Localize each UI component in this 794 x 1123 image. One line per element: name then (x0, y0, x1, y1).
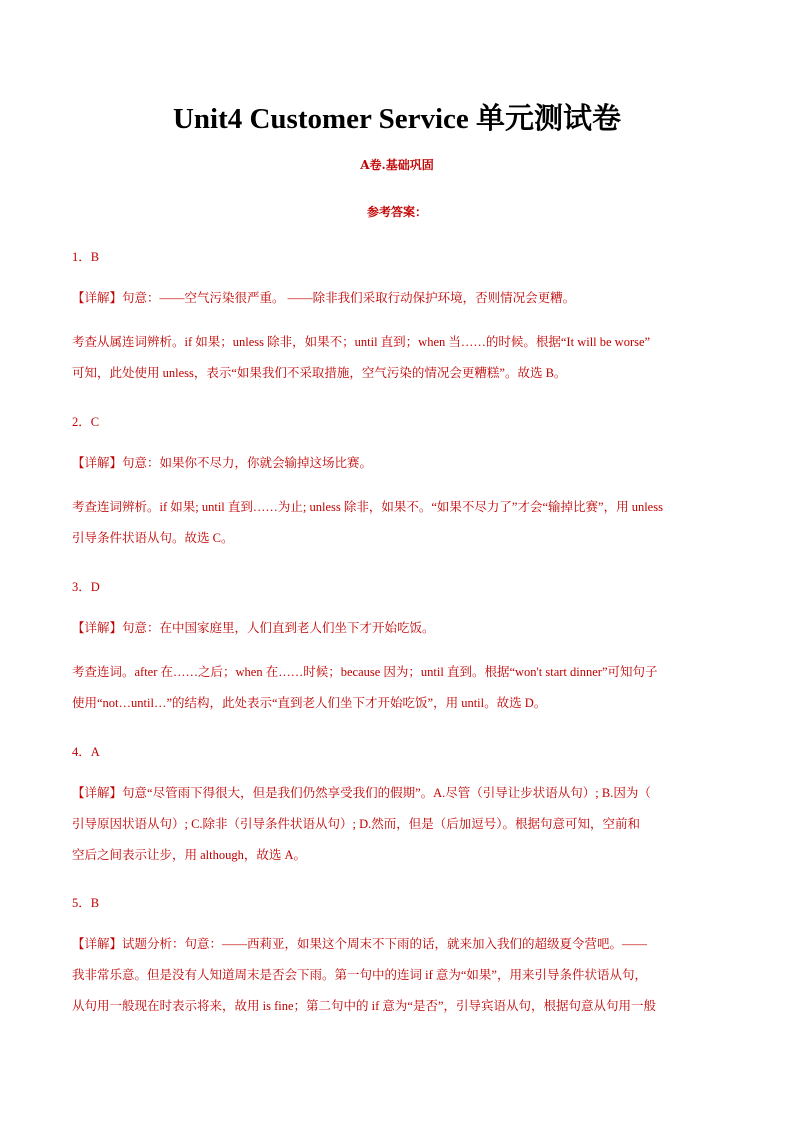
answer-detail (72, 448, 724, 479)
explanation-line: 我非常乐意。但是没有人知道周末是否会下雨。第一句中的连词 if 意为“如果”，用来引导条件状语从句， (72, 968, 647, 982)
detail-text: 试题分析：句意：——西莉亚，如果这个周末不下雨的话，就来加入我们的超级夏令营吧。—— (122, 937, 648, 951)
answer-detail (72, 283, 724, 314)
explanation-line: 考查从属连词辨析。if 如果；unless 除非，如果不；until 直到；when 当……的时候。根据“It will be worse” (72, 335, 651, 349)
detail-text: 句意：如果你不尽力，你就会输掉这场比赛。 (122, 456, 373, 470)
detail-text: 句意：——空气污染很严重。 ——除非我们采取行动保护环境，否则情况会更糟。 (122, 291, 576, 305)
detail-tag: 【详解】 (72, 456, 123, 470)
detail-text: 句意：在中国家庭里，人们直到老人们坐下才开始吃饭。 (122, 621, 435, 635)
detail-text: 句意“尽管雨下得很大，但是我们仍然享受我们的假期”。A.尽管（引导让步状语从句）; B.因为（ (122, 786, 651, 800)
explanation-line: 从句用一般现在时表示将来，故用 is fine；第二句中的 if 意为“是否”，引导宾语从句，根据句意从句用一般 (72, 999, 657, 1013)
explanation-line: 使用“not…until…”的结构，此处表示“直到老人们坐下才开始吃饭”，用 until。故选 D。 (72, 696, 547, 710)
explanation-line: 可知，此处使用 unless，表示“如果我们不采取措施，空气污染的情况会更糟糕”。故选 B。 (72, 366, 567, 380)
answer-detail (72, 613, 724, 644)
detail-tag: 【详解】 (72, 786, 123, 800)
explanation-line: 考查连词。after 在……之后；when 在……时候；because 因为；until 直到。根据“won't start dinner”可知句子 (72, 665, 658, 679)
answer-number: 5．B (72, 896, 100, 910)
answer-number: 2．C (72, 415, 100, 429)
detail-tag: 【详解】 (72, 291, 123, 305)
answer-number: 1．B (72, 250, 100, 264)
explanation-line: 引导条件状语从句。故选 C。 (72, 531, 234, 545)
answer-detail (72, 778, 724, 809)
explanation-line: 引导原因状语从句）; C.除非（引导条件状语从句）; D.然而，但是（后加逗号）。根据句意可知，空前和 (72, 817, 641, 831)
explanation-line: 考查连词辨析。if 如果; until 直到……为止; unless 除非，如果不。“如果不尽力了”才会“输掉比赛”，用 unless (72, 500, 663, 514)
answer-number: 3．D (72, 580, 100, 594)
answer-detail (72, 929, 724, 960)
page-title: Unit4 Customer Service 单元测试卷 (172, 103, 622, 135)
answer-number: 4．A (72, 745, 100, 759)
answers-heading: 参考答案： (366, 205, 427, 219)
explanation-line: 空后之间表示让步，用 although，故选 A。 (72, 848, 307, 862)
detail-tag: 【详解】 (72, 621, 123, 635)
section-subtitle: A卷.基础巩固 (360, 158, 434, 172)
detail-tag: 【详解】 (72, 937, 123, 951)
